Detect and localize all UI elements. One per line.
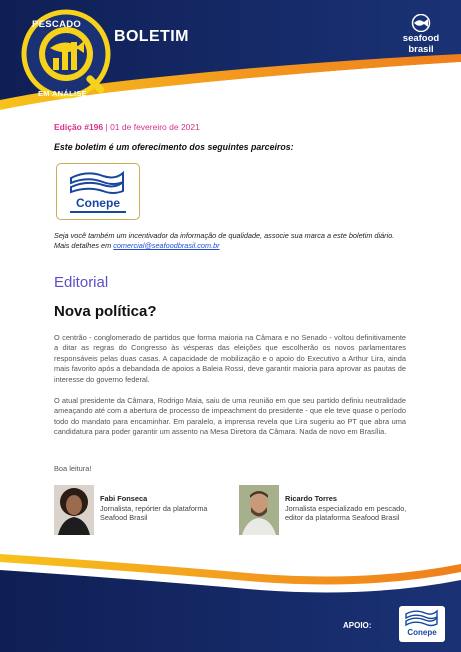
avatar — [239, 485, 279, 535]
footer-partner-logo[interactable] — [399, 606, 445, 642]
article-title: Nova política? — [54, 303, 157, 320]
partner-name: Conepe — [75, 196, 120, 210]
author-name: Fabi Fonseca — [100, 494, 148, 503]
apoio-label: APOIO: — [343, 621, 372, 630]
edition-separator: | — [103, 122, 111, 132]
footer-banner — [0, 540, 461, 652]
author-name: Ricardo Torres — [285, 494, 338, 503]
article-signoff: Boa leitura! — [54, 464, 92, 473]
author-card — [54, 485, 234, 541]
edition-info — [54, 122, 200, 132]
section-label: Editorial — [54, 274, 109, 291]
seafood-brasil-logo — [398, 14, 444, 66]
author-role: Jornalista, repórter da plataforma Seafood Brasil — [100, 504, 208, 523]
partner-underline — [70, 211, 126, 213]
page-title: BOLETIM — [114, 28, 189, 45]
article-paragraph-2: O atual presidente da Câmara, Rodrigo Maia, saiu de uma reunião em que seu partido definiu neutralidade ameaçando até com a abertura de processo de impeachment do presidente - que ele teve quase o período todo do mandato para encaminhar. Em paralelo, a imprensa revela que Lira sugeriu ao PT que abra uma candidatura para poder garantir um assento na Mesa Diretora da Câmara. Nada de novo em Brasília. — [54, 396, 406, 437]
conepe-fish-icon — [69, 170, 127, 196]
brand-line-2: brasil — [408, 44, 434, 55]
partner-logo-conepe[interactable] — [56, 163, 140, 220]
avatar — [54, 485, 94, 535]
edition-date: 01 de fevereiro de 2021 — [110, 122, 200, 132]
brand-line-1: seafood — [402, 33, 440, 44]
sponsor-invite-text — [54, 231, 404, 251]
fish-icon — [410, 14, 432, 32]
article-paragraph-1: O centrão - conglomerado de partidos que forma maioria na Câmara e no Senado - voltou definitivamente a ditar as regras do Congresso às vésperas das eleições que escolherão os novos parlamentares responsáveis pelas duas casas. A capacidade de mobilização e o apoio do Executivo a Arthur Lira, ainda mais favorito após a debandada de apoios a Baleia Rossi, deve garantir maioria para aprovar as pautas de interesse do governo federal. — [54, 333, 406, 384]
edition-number: Edição #196 — [54, 122, 104, 132]
badge-top-text: PESCADO — [32, 19, 82, 30]
sponsor-heading: Este boletim é um oferecimento dos seguintes parceiros: — [54, 142, 294, 152]
author-card — [239, 485, 419, 541]
invite-text: Seja você também um incentivador da informação de qualidade, associe sua marca a este boletim diário. Mais detalhes em — [54, 231, 395, 250]
conepe-fish-icon — [405, 609, 439, 627]
badge-bottom-text: EM ANÁLISE — [38, 89, 87, 98]
author-role: Jornalista especializado em pescado, editor da plataforma Seafood Brasil — [285, 504, 407, 523]
footer-partner-name: Conepe — [407, 628, 437, 637]
contact-email-link[interactable]: comercial@seafoodbrasil.com.br — [113, 241, 220, 250]
